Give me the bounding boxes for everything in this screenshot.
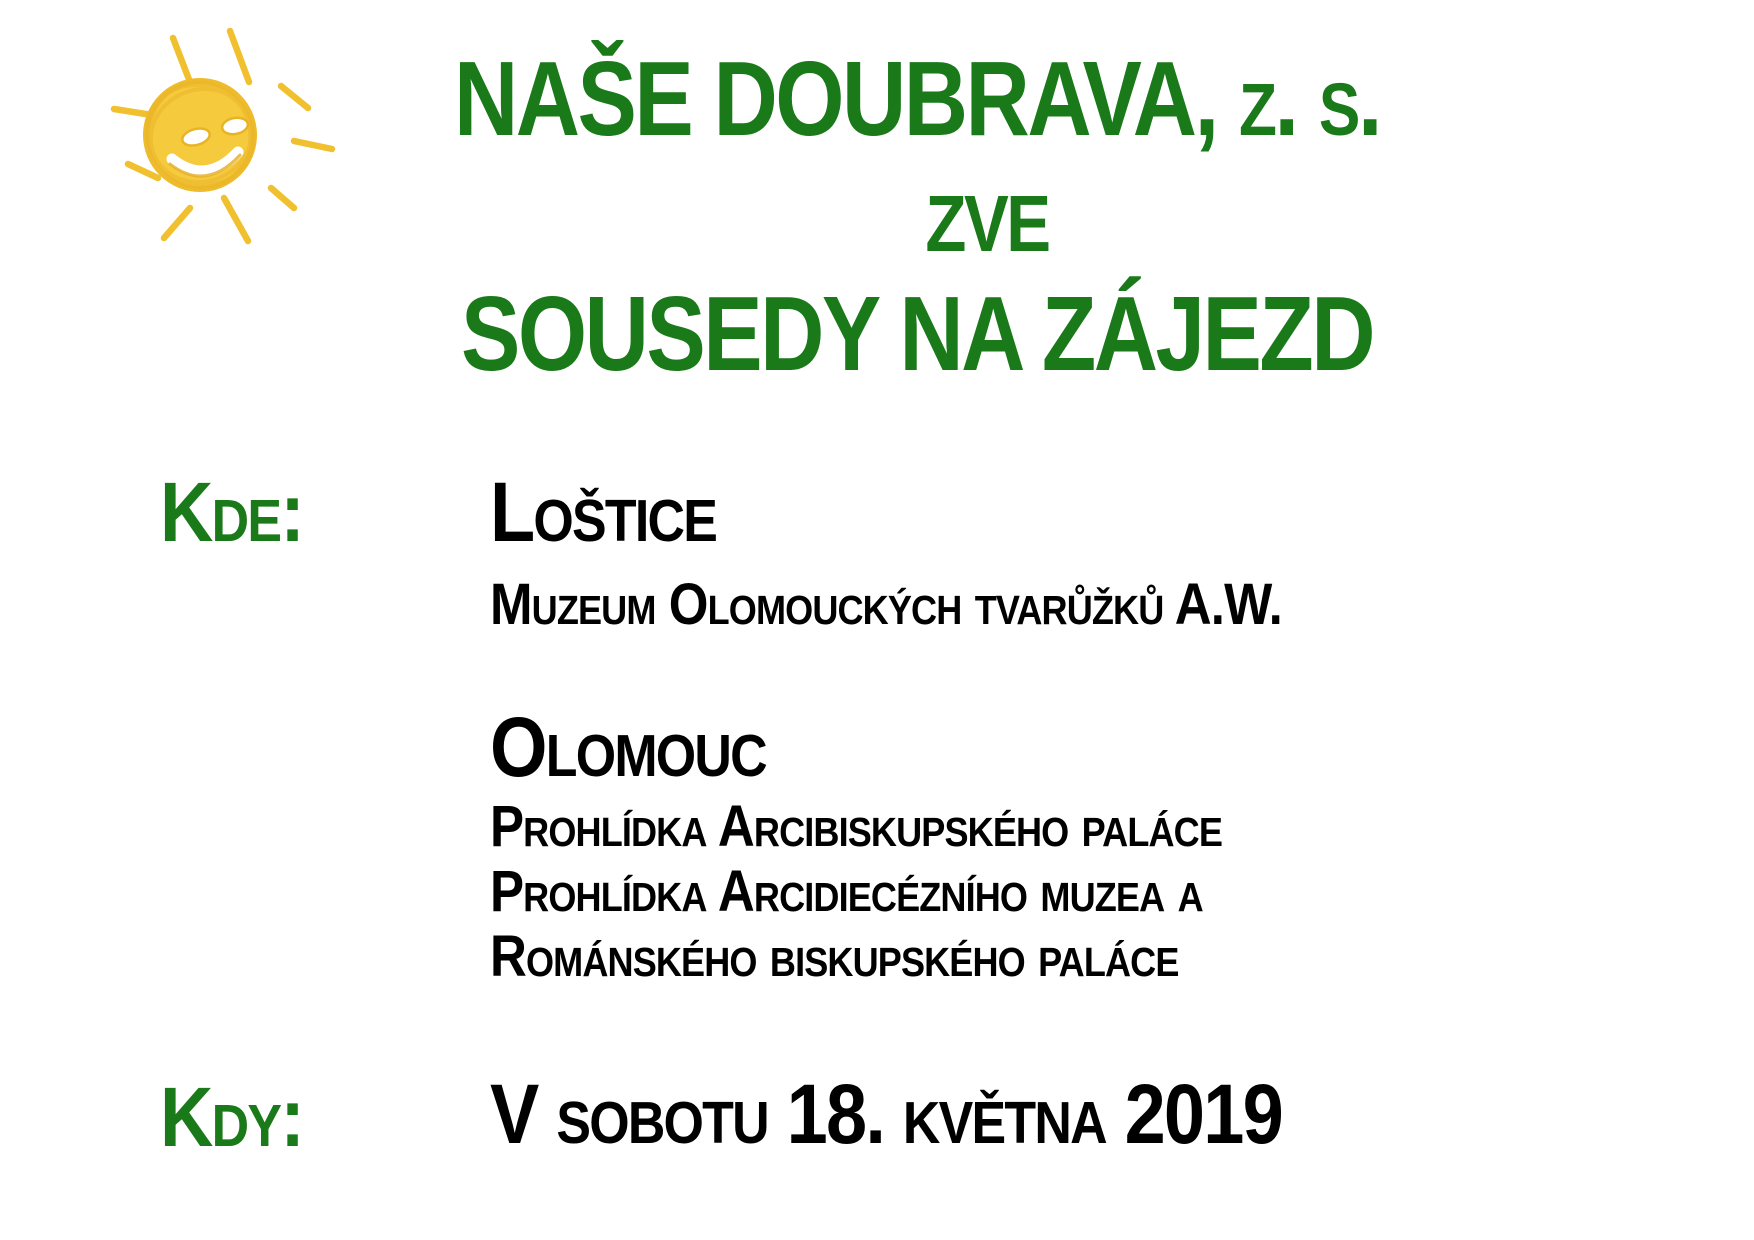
stop2-detail-3: Románského biskupského paláce — [490, 924, 1179, 989]
stop2-detail-1: Prohlídka Arcibiskupského paláce — [490, 794, 1223, 859]
poster-header — [90, 0, 1744, 400]
stop1-city: Loštice — [490, 465, 717, 559]
stop2-city: Olomouc — [490, 700, 766, 794]
invitation-subject: SOUSEDY NA ZÁJEZD — [460, 275, 1374, 393]
when-value: V sobotu 18. května 2019 — [490, 1067, 1282, 1161]
organization-name: NAŠE DOUBRAVA, z. s. — [453, 40, 1381, 158]
stop1-detail: Muzeum Olomouckých tvarůžků A.W. — [490, 572, 1282, 637]
when-label: Kdy: — [160, 1070, 304, 1164]
invitation-verb: ZVE — [925, 179, 1049, 268]
stop2-detail-2: Prohlídka Arcidiecézního muzea a — [490, 859, 1203, 924]
where-label: Kde: — [160, 465, 304, 559]
